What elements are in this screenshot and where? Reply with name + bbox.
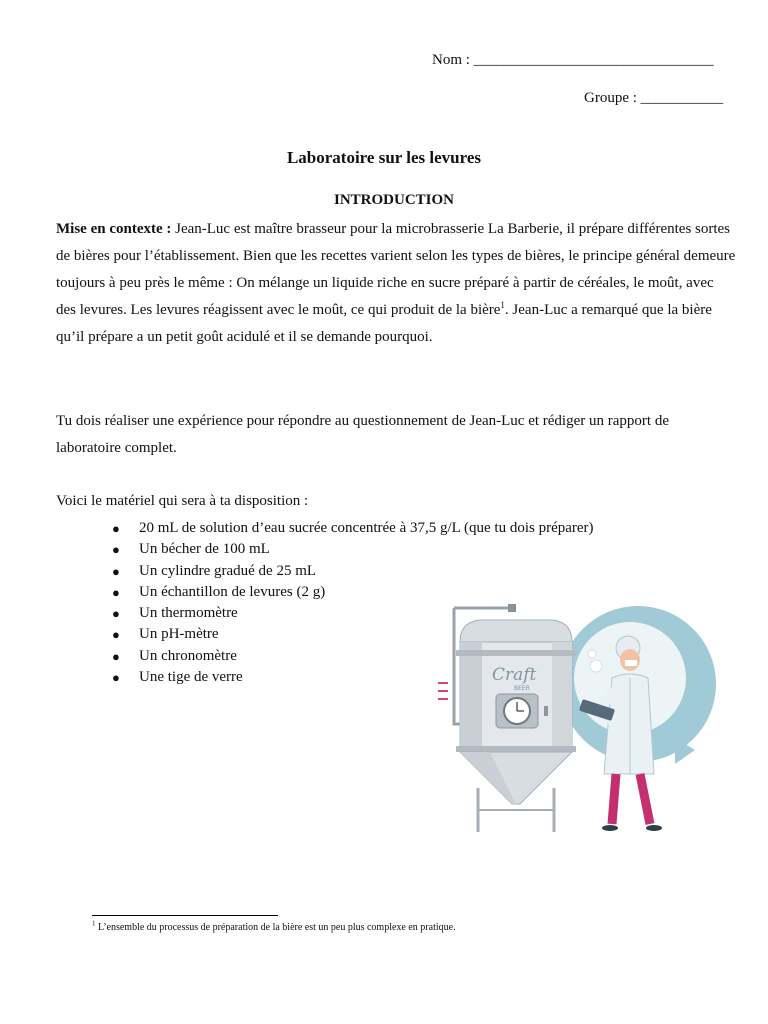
footnote (92, 919, 456, 933)
name-label: Nom : (432, 52, 470, 68)
bullet-icon: ● (112, 606, 120, 622)
group-field (584, 90, 723, 107)
bullet-icon: ● (112, 648, 120, 664)
footnote-text: L’ensemble du processus de préparation de la bière est un peu plus complexe en pratique. (95, 922, 456, 933)
bullet-icon: ● (112, 627, 120, 643)
document-title: Laboratoire sur les levures (286, 148, 482, 167)
section-heading: INTRODUCTION (333, 192, 454, 208)
list-item: ● Un échantillon de levures (2 g) (112, 582, 594, 603)
context-label: Mise en contexte : (56, 221, 172, 237)
list-item: ● Un chronomètre (112, 646, 594, 667)
list-item: ● Une tige de verre (112, 667, 594, 688)
bullet-icon: ● (112, 670, 120, 686)
list-item: ● Un cylindre gradué de 25 mL (112, 561, 594, 582)
name-blank: ________________________________ (473, 52, 714, 68)
list-item: ● Un thermomètre (112, 603, 594, 624)
context-paragraph (56, 216, 736, 351)
brewer-illustration (420, 598, 720, 838)
context-text-2: . Jean-Luc a remarqué que la bière qu’il prépare a un petit goût acidulé et il se demande pourquoi. (56, 302, 712, 345)
bullet-icon: ● (112, 563, 120, 579)
tank-label: Craft (492, 665, 537, 685)
footnote-marker: 1 (92, 919, 96, 928)
task-paragraph: Tu dois réaliser une expérience pour répondre au questionnement de Jean-Luc et rédiger un rapport de laboratoire complet. (56, 413, 669, 456)
bullet-icon: ● (112, 521, 120, 536)
brewing-tank (456, 620, 576, 832)
list-item: ● Un pH-mètre (112, 624, 594, 645)
footnote-ref: 1 (500, 300, 505, 310)
name-field (432, 52, 714, 69)
bullet-icon: ● (112, 584, 120, 600)
list-item: ● Un bécher de 100 mL (112, 539, 594, 560)
context-text-1: Jean-Luc est maître brasseur pour la microbrasserie La Barberie, il prépare différentes sortes de bières pour l’établissement. Bien que les recettes varient selon les types de bières, le principe général demeure toujours à peu près le même : On mélange un liquide riche en sucre préparé à partir de céréales, le moût, avec des levures. Les levures réagissent avec le moût, ce qui produit de la bière (56, 221, 736, 318)
list-item: ● 20 mL de solution d’eau sucrée concentrée à 37,5 g/L (que tu dois préparer) (112, 518, 594, 539)
materials-intro: Voici le matériel qui sera à ta disposition : (56, 493, 309, 509)
group-blank: ___________ (640, 90, 724, 106)
tank-sublabel: BEER (514, 685, 530, 692)
group-label: Groupe : (584, 90, 637, 106)
bullet-icon: ● (112, 542, 120, 558)
footnote-divider (92, 915, 278, 916)
